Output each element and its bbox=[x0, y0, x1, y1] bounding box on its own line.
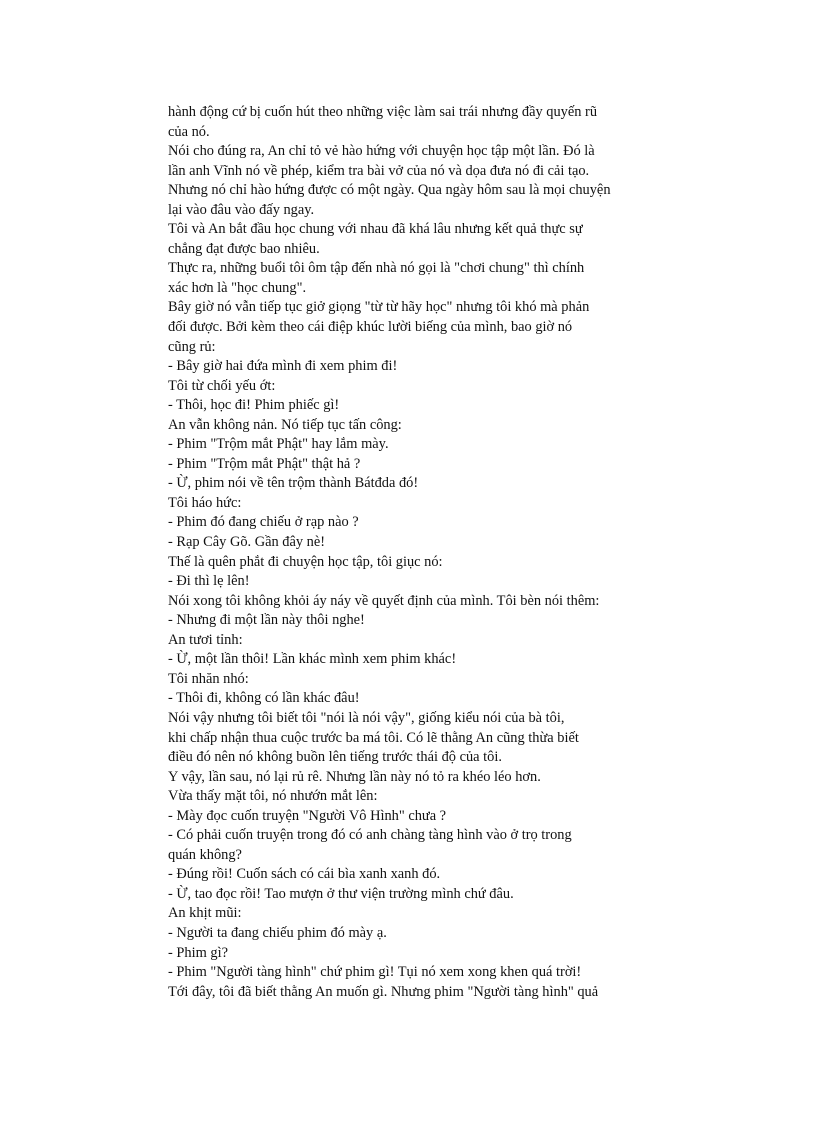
text-line: Tôi và An bắt đầu học chung với nhau đã khá lâu nhưng kết quả thực sự bbox=[168, 221, 583, 238]
text-line: - Thôi, học đi! Phim phiếc gì! bbox=[168, 397, 340, 414]
text-line: Nói xong tôi không khỏi áy náy về quyết định của mình. Tôi bèn nói thêm: bbox=[168, 592, 600, 609]
text-line: - Bây giờ hai đứa mình đi xem phim đi! bbox=[168, 358, 398, 375]
text-line: Nói vậy nhưng tôi biết tôi "nói là nói vậy", giống kiểu nói của bà tôi, bbox=[168, 709, 565, 726]
text-line: xác hơn là "học chung". bbox=[168, 279, 307, 296]
text-line: Nhưng nó chỉ hào hứng được có một ngày. Qua ngày hôm sau là mọi chuyện bbox=[168, 182, 611, 199]
text-line: hành động cứ bị cuốn hút theo những việc làm sai trái nhưng đầy quyến rũ bbox=[168, 104, 598, 120]
text-line: - Phim đó đang chiếu ở rạp nào ? bbox=[168, 514, 359, 531]
text-line: - Người ta đang chiếu phim đó mày ạ. bbox=[168, 924, 387, 941]
text-line: - Có phải cuốn truyện trong đó có anh chàng tàng hình vào ở trọ trong bbox=[168, 827, 572, 844]
text-line: Thế là quên phắt đi chuyện học tập, tôi giục nó: bbox=[168, 553, 443, 570]
text-line: điều đó nên nó không buồn lên tiếng trước thái độ của tôi. bbox=[168, 749, 502, 766]
text-line: - Đúng rồi! Cuốn sách có cái bìa xanh xanh đó. bbox=[168, 866, 441, 883]
text-line: cũng rủ: bbox=[168, 338, 216, 355]
text-line: - Thôi đi, không có lần khác đâu! bbox=[168, 690, 360, 707]
text-line: Nói cho đúng ra, An chỉ tỏ vẻ hào hứng với chuyện học tập một lần. Đó là bbox=[168, 143, 595, 160]
text-line bbox=[168, 1002, 668, 1022]
text-line: khi chấp nhận thua cuộc trước ba má tôi. Có lẽ thằng An cũng thừa biết bbox=[168, 729, 579, 746]
text-line: Bây giờ nó vẫn tiếp tục giở giọng "từ từ hãy học" nhưng tôi khó mà phản bbox=[168, 299, 590, 316]
text-line: Y vậy, lần sau, nó lại rủ rê. Nhưng lần này nó tỏ ra khéo léo hơn. bbox=[168, 768, 541, 785]
text-line: - Mày đọc cuốn truyện "Người Vô Hình" chưa ? bbox=[168, 807, 447, 824]
text-line: lần anh Vĩnh nó về phép, kiểm tra bài vở của nó và dọa đưa nó đi cải tạo. bbox=[168, 162, 590, 179]
text-line: lại vào đâu vào đấy ngay. bbox=[168, 201, 315, 218]
text-line: - Rạp Cây Gõ. Gần đây nè! bbox=[168, 534, 326, 551]
text-line: - Ừ, một lần thôi! Lần khác mình xem phim khác! bbox=[168, 651, 457, 668]
text-line: chẳng đạt được bao nhiêu. bbox=[168, 240, 320, 257]
text-line: - Ừ, tao đọc rồi! Tao mượn ở thư viện trường mình chứ đâu. bbox=[168, 885, 514, 902]
text-line: Tôi nhăn nhó: bbox=[168, 670, 249, 687]
text-line: quán không? bbox=[168, 846, 242, 863]
text-line: An vẫn không nản. Nó tiếp tục tấn công: bbox=[168, 416, 402, 433]
text-line: Vừa thấy mặt tôi, nó nhướn mắt lên: bbox=[168, 788, 378, 805]
text-line: đối được. Bởi kèm theo cái điệp khúc lười biếng của mình, bao giờ nó bbox=[168, 319, 573, 336]
text-line: - Phim "Người tàng hình" chứ phim gì! Tụi nó xem xong khen quá trời! bbox=[168, 964, 582, 981]
text-line: - Ừ, phim nói về tên trộm thành Bátđda đó! bbox=[168, 475, 419, 492]
text-line: Thực ra, những buổi tôi ôm tập đến nhà nó gọi là "chơi chung" thì chính bbox=[168, 260, 585, 277]
text-line: - Phim "Trộm mắt Phật" hay lắm mày. bbox=[168, 436, 389, 453]
body-text bbox=[168, 103, 668, 1022]
text-line: - Nhưng đi một lần này thôi nghe! bbox=[168, 612, 365, 629]
text-line: Tôi từ chối yếu ớt: bbox=[168, 377, 276, 394]
text-line: của nó. bbox=[168, 123, 210, 140]
text-line: An khịt mũi: bbox=[168, 905, 242, 922]
text-line: An tươi tỉnh: bbox=[168, 631, 243, 648]
text-line: - Phim "Trộm mắt Phật" thật hả ? bbox=[168, 455, 361, 472]
text-line: - Phim gì? bbox=[168, 944, 228, 961]
text-line: Tới đây, tôi đã biết thằng An muốn gì. Nhưng phim "Người tàng hình" quả bbox=[168, 983, 599, 1000]
text-line: - Đi thì lẹ lên! bbox=[168, 573, 250, 590]
text-line: Tôi háo hức: bbox=[168, 494, 242, 511]
